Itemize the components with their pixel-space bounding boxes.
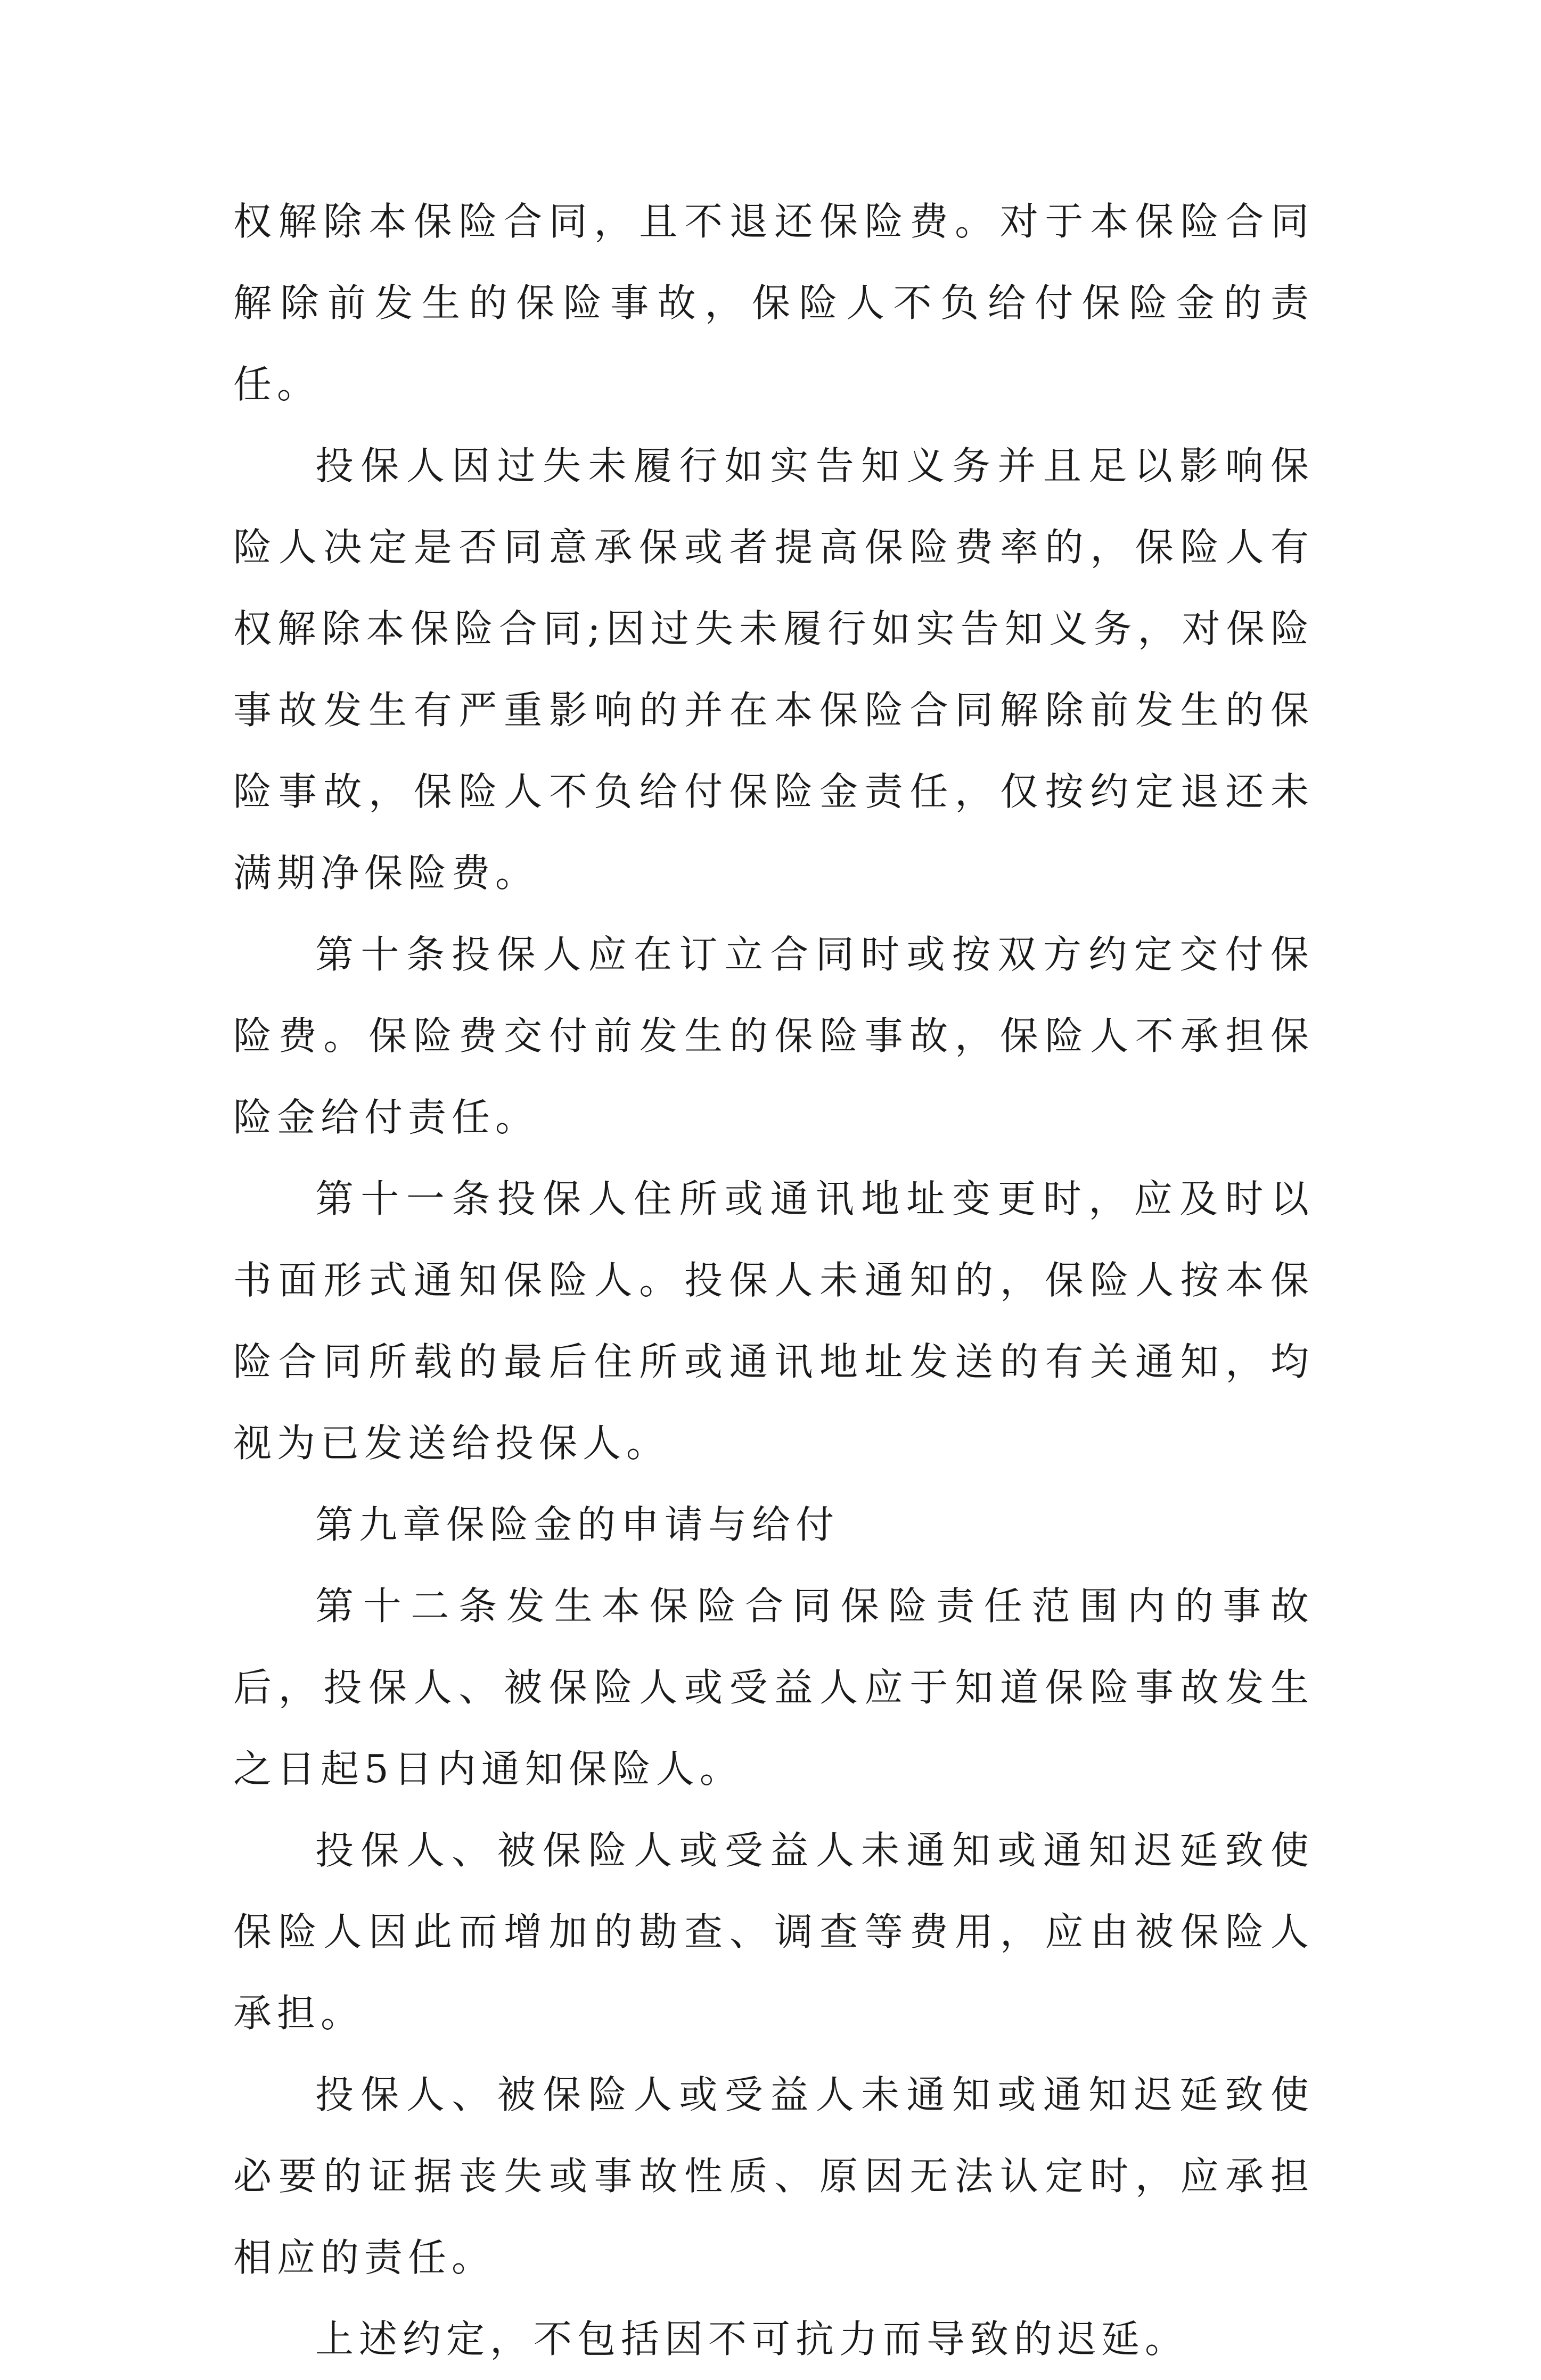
paragraph-disclosure-negligence: 投保人因过失未履行如实告知义务并且足以影响保险人决定是否同意承保或者提高保险费率的，保险人有权解除本保险合同;因过失未履行如实告知义务，对保险事故发生有严重影响的并在本保险合同解除前发生的保险事故，保险人不负给付保险金责任，仅按约定退还未满期净保险费。 bbox=[233, 443, 1314, 895]
chapter-heading: 第九章保险金的申请与给付 bbox=[315, 1502, 840, 1547]
document-body bbox=[233, 181, 1314, 2380]
paragraph-continuation: 权解除本保险合同，且不退还保险费。对于本保险合同解除前发生的保险事故，保险人不负给付保险金的责任。 bbox=[233, 199, 1314, 407]
paragraph-article-11: 第十一条投保人住所或通讯地址变更时，应及时以书面形式通知保险人。投保人未通知的，保险人按本保险合同所载的最后住所或通讯地址发送的有关通知，均视为已发送给投保人。 bbox=[233, 1176, 1314, 1465]
paragraph-evidence-loss: 投保人、被保险人或受益人未通知或通知迟延致使必要的证据丧失或事故性质、原因无法认定时，应承担相应的责任。 bbox=[233, 2072, 1314, 2280]
paragraph-force-majeure: 上述约定，不包括因不可抗力而导致的迟延。 bbox=[315, 2317, 1189, 2361]
paragraph-article-12: 第十二条发生本保险合同保险责任范围内的事故后，投保人、被保险人或受益人应于知道保险事故发生之日起5日内通知保险人。 bbox=[233, 1584, 1314, 1791]
paragraph-article-10: 第十条投保人应在订立合同时或按双方约定交付保险费。保险费交付前发生的保险事故，保险人不承担保险金给付责任。 bbox=[233, 932, 1314, 1140]
paragraph-investigation-costs: 投保人、被保险人或受益人未通知或通知迟延致使保险人因此而增加的勘查、调查等费用，应由被保险人承担。 bbox=[233, 1828, 1314, 2036]
